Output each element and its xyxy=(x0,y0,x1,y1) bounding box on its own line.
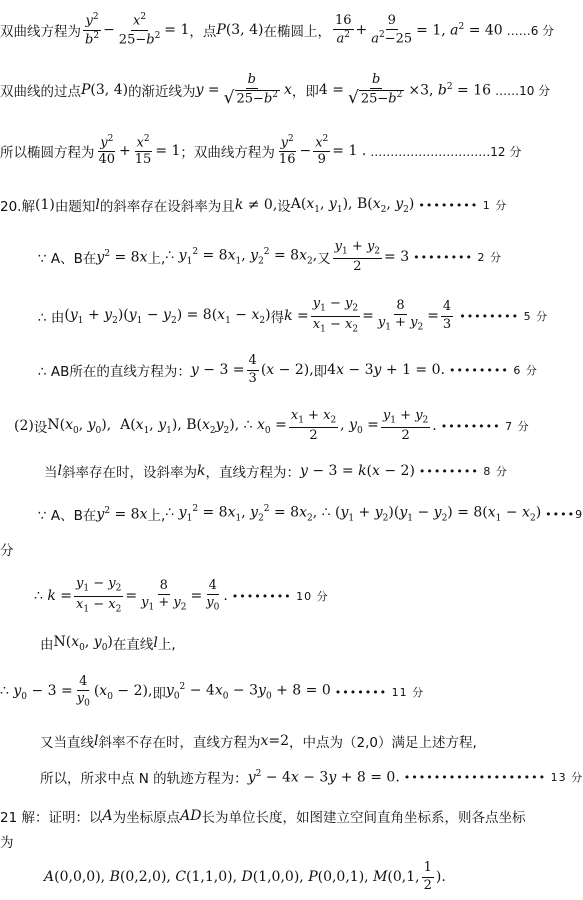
line-hyperbola-ellipse-condition: 双曲线方程为 $\frac{y^2}{b^2}$ − $\frac{x^2}{25-b^2}$ = 1 ，点 P(3, 4) 在椭圆上， $\frac{16}{a^2}$ + $\frac{9}{a^2-25}$ = 1, $a^2 = 40$ ……6 分 xyxy=(0,11,555,47)
line-n-on-line: 由 $N(x_0$, $y_0$) 在直线 l 上, xyxy=(40,633,176,653)
line-problem-20-part1: 20.解 (1) 由题知 l 的斜率存在设斜率为且 k ≠ 0, 设 $A(x_1$, $y_1$), $B(x_2$, $y_2$) •••••••• 1 分 xyxy=(0,195,508,215)
line-coordinates: A(0,0,0), B(0,2,0), C(1,1,0), D(1,0,0), P(0,0,1), M(0,1, $\frac{1}{2}$ ). xyxy=(44,860,446,893)
line-slope-undefined-case: 又当直线 l 斜率不存在时，直线方程为 x=2 ，中点为（2,0）满足上述方程, xyxy=(40,733,477,751)
line-locus-result: 所以，所求中点 N 的轨迹方程为： $y^2 - 4x - 3y + 8 = 0$. ••••••••••••••••••• 13 分 xyxy=(40,768,583,787)
line-locus-derivation: ∴ $y_0 - 3$ = $\frac{4}{y_0}$ $(x_0 - 2)$, 即 $y_0^2 - 4x_0 - 3y_0 + 8 = 0$ ••••••• 11 分 xyxy=(0,673,425,709)
line-k-expression: ∴ k = $\frac{y_1 - y_2}{x_1 - x_2}$ = $\frac{8}{y_1 + y_2}$ = $\frac{4}{y_0}$ . •••••••• 10 分 xyxy=(34,576,329,615)
line-equations-result: 所以椭圆方程为 $\frac{y^2}{40}$ + $\frac{x^2}{15}$ = 1 ；双曲线方程为 $\frac{y^2}{16}$ − $\frac{x^2}{9}$ = 1 . …………………………12 分 xyxy=(0,133,522,168)
line-problem-21-intro: 21 解：证明：以 A 为坐标原点 AD 长为单位长度，如图建立空间直角坐标系，则各点坐标 xyxy=(0,808,526,826)
line-slope-derivation: ∴ 由 $(y_1 + y_2)(y_1 - y_2) = 8(x_1 - x_2)$ 得 k = $\frac{y_1 - y_2}{x_1 - x_2}$ = $\frac{8}{y_1 + y_2}$ = $\frac{4}{3}$ •••••••• 5 分 xyxy=(38,296,549,335)
line-asymptote: 双曲线的过点 P(3, 4) 的渐近线为 y = b √ $25-b^2$ x ，即 4 = b √ $25-b^2$ ×3, $b^2 = 16$ ……10 分 xyxy=(0,71,551,108)
line-slope-exists-case: 当 l 斜率存在时，设斜率为 k ，直线方程为： y − 3 = k(x − 2) •••••••• 8 分 xyxy=(44,463,508,481)
line-points-on-parabola-2: ∵ A、B在 $y^2 = 8x$ 上, ∴ $y_1^2 = 8x_1$, $y_2^2 = 8x_2$, ∴ $(y_1 + y_2)(y_1 - y_2) = 8(x_1 - x_2)$ ••••9 xyxy=(38,504,583,524)
line-score-wrap: 分 xyxy=(0,543,14,559)
line-points-on-parabola: ∵ A、B在 $y^2 = 8x$ 上, ∴ $y_1^2 = 8x_1$, $y_2^2 = 8x_2$, 又 $\frac{y_1 + y_2}{2}$ = 3 •••••••• 2 分 xyxy=(38,238,503,275)
line-part2-setup: (2) 设 $N(x_0$, $y_0$), $A(x_1$, $y_1$), $B(x_2y_2)$, ∴ $x_0$ = $\frac{x_1 + x_2}{2}$ , $y_0$ = $\frac{y_1 + y_2}{2}$ . •••••••• 7 分 xyxy=(14,407,530,444)
line-ab-equation: ∴ AB所在的直线方程为： y − 3 = $\frac{4}{3}$ (x − 2), 即 4x − 3y + 1 = 0. •••••••• 6 分 xyxy=(38,353,538,386)
line-problem-21-wrap: 为 xyxy=(0,835,14,851)
